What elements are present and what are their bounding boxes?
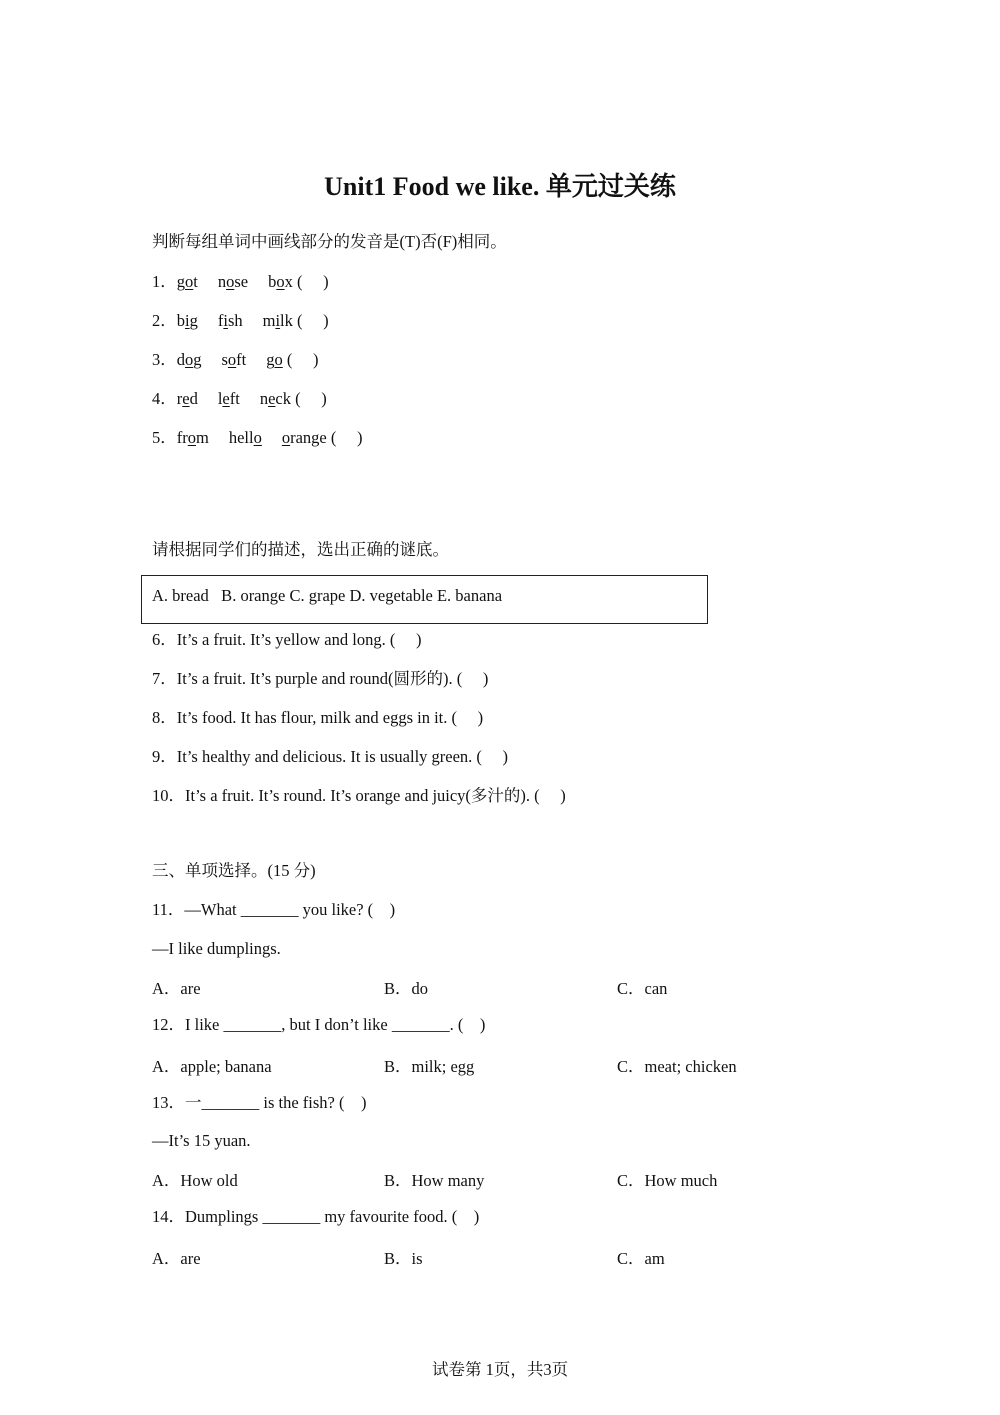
item-number: 3． bbox=[152, 350, 177, 369]
underlined-letter: i bbox=[275, 311, 281, 330]
question-8: 8．It’s food. It has flour, milk and eggs in it. ( ) bbox=[152, 708, 484, 727]
underlined-letter: e bbox=[222, 389, 230, 408]
underlined-letter: o bbox=[185, 272, 194, 291]
answer-options-text: A. bread B. orange C. grape D. vegetable E. banana bbox=[152, 586, 503, 605]
q14-option-c: C．am bbox=[617, 1249, 665, 1268]
question-6: 6．It’s a fruit. It’s yellow and long. ( ) bbox=[152, 630, 422, 649]
underlined-letter: o bbox=[227, 350, 237, 369]
question-7: 7．It’s a fruit. It’s purple and round(圆形的). ( ) bbox=[152, 669, 489, 688]
phonics-item-1 bbox=[152, 271, 329, 293]
question-11: 11．—What _______ you like? ( ) bbox=[152, 900, 396, 919]
word bbox=[282, 427, 327, 449]
q13-option-a: A．How old bbox=[152, 1171, 238, 1190]
q13-option-b: B．How many bbox=[384, 1171, 485, 1190]
q12-option-c: C．meat; chicken bbox=[617, 1057, 737, 1076]
word-part: ft bbox=[236, 350, 247, 369]
q12-option-a: A．apple; banana bbox=[152, 1057, 272, 1076]
underlined-letter: o bbox=[253, 428, 262, 447]
word bbox=[177, 349, 202, 371]
underlined-letter: e bbox=[268, 389, 276, 408]
word bbox=[222, 349, 247, 371]
question-10: 10．It’s a fruit. It’s round. It’s orange and juicy(多汁的). ( ) bbox=[152, 786, 566, 805]
question-13: 13．一_______ is the fish? ( ) bbox=[152, 1093, 367, 1112]
phonics-item-2 bbox=[152, 310, 329, 332]
word-part: ck bbox=[275, 389, 291, 408]
phonics-item-4 bbox=[152, 388, 327, 410]
word bbox=[177, 271, 198, 293]
word-part: b bbox=[268, 272, 277, 291]
word-part: fr bbox=[176, 428, 188, 447]
answer-blank: ( ) bbox=[291, 389, 327, 408]
word-part: x bbox=[284, 272, 293, 291]
word-part: s bbox=[221, 350, 228, 369]
word-part: g bbox=[266, 350, 275, 369]
word-part: m bbox=[196, 428, 209, 447]
word-part: range bbox=[290, 428, 327, 447]
word-part: r bbox=[176, 389, 183, 408]
underlined-letter: i bbox=[185, 311, 190, 330]
section2-instruction: 请根据同学们的描述，选出正确的谜底。 bbox=[152, 540, 449, 559]
question-12: 12．I like _______, but I don’t like _______. ( ) bbox=[152, 1015, 486, 1034]
phonics-item-5 bbox=[152, 427, 363, 449]
word bbox=[260, 388, 291, 410]
item-number: 5． bbox=[152, 428, 177, 447]
answer-blank: ( ) bbox=[282, 350, 319, 369]
q11-option-b: B．do bbox=[384, 979, 429, 998]
word bbox=[266, 349, 283, 371]
answer-blank: ( ) bbox=[292, 272, 329, 291]
word bbox=[177, 310, 198, 332]
word-part: sh bbox=[227, 311, 243, 330]
answer-blank: ( ) bbox=[292, 311, 329, 330]
underlined-letter: o bbox=[281, 428, 291, 447]
page-title: Unit1 Food we like. 单元过关练 bbox=[324, 172, 676, 201]
word-part: d bbox=[189, 389, 198, 408]
word-part: f bbox=[217, 311, 224, 330]
q14-option-b: B．is bbox=[384, 1249, 423, 1268]
word-part: ft bbox=[229, 389, 240, 408]
underlined-letter: e bbox=[182, 389, 190, 408]
word-part: hell bbox=[228, 428, 254, 447]
item-number: 1． bbox=[152, 272, 177, 291]
underlined-letter: o bbox=[274, 350, 283, 369]
q12-option-b: B．milk; egg bbox=[384, 1057, 475, 1076]
question-14: 14．Dumplings _______ my favourite food. ( ) bbox=[152, 1207, 480, 1226]
word-part: n bbox=[217, 272, 227, 291]
word-part: l bbox=[217, 389, 223, 408]
word-part: t bbox=[193, 272, 198, 291]
word-part: b bbox=[176, 311, 185, 330]
phonics-item-3 bbox=[152, 349, 319, 371]
question-13-reply: —It’s 15 yuan. bbox=[152, 1131, 251, 1150]
word-part: m bbox=[262, 311, 276, 330]
answer-options-box bbox=[141, 575, 708, 624]
underlined-letter: o bbox=[185, 350, 194, 369]
item-number: 2． bbox=[152, 311, 177, 330]
page-footer: 试卷第 1页，共3页 bbox=[431, 1360, 569, 1379]
underlined-letter: o bbox=[226, 272, 235, 291]
word bbox=[218, 271, 248, 293]
word bbox=[229, 427, 262, 449]
q13-option-c: C．How much bbox=[617, 1171, 718, 1190]
q14-option-a: A．are bbox=[152, 1249, 201, 1268]
word bbox=[218, 310, 243, 332]
word-part: g bbox=[193, 350, 202, 369]
word-part: n bbox=[259, 389, 269, 408]
word bbox=[177, 427, 209, 449]
question-11-reply: —I like dumplings. bbox=[152, 939, 281, 958]
underlined-letter: i bbox=[223, 311, 228, 330]
word-part: g bbox=[189, 311, 198, 330]
word bbox=[263, 310, 293, 332]
word bbox=[177, 388, 198, 410]
word-part: d bbox=[176, 350, 185, 369]
section3-heading: 三、单项选择。(15 分) bbox=[152, 861, 316, 880]
word-part: se bbox=[234, 272, 249, 291]
question-9: 9．It’s healthy and delicious. It is usually green. ( ) bbox=[152, 747, 509, 766]
underlined-letter: o bbox=[276, 272, 285, 291]
q11-option-c: C．can bbox=[617, 979, 668, 998]
q11-option-a: A．are bbox=[152, 979, 201, 998]
section1-instruction: 判断每组单词中画线部分的发音是(T)否(F)相同。 bbox=[152, 232, 507, 251]
answer-blank: ( ) bbox=[326, 428, 363, 447]
word bbox=[218, 388, 240, 410]
word-part: lk bbox=[280, 311, 293, 330]
underlined-letter: o bbox=[187, 428, 196, 447]
word bbox=[268, 271, 293, 293]
item-number: 4． bbox=[152, 389, 177, 408]
word-part: g bbox=[176, 272, 185, 291]
